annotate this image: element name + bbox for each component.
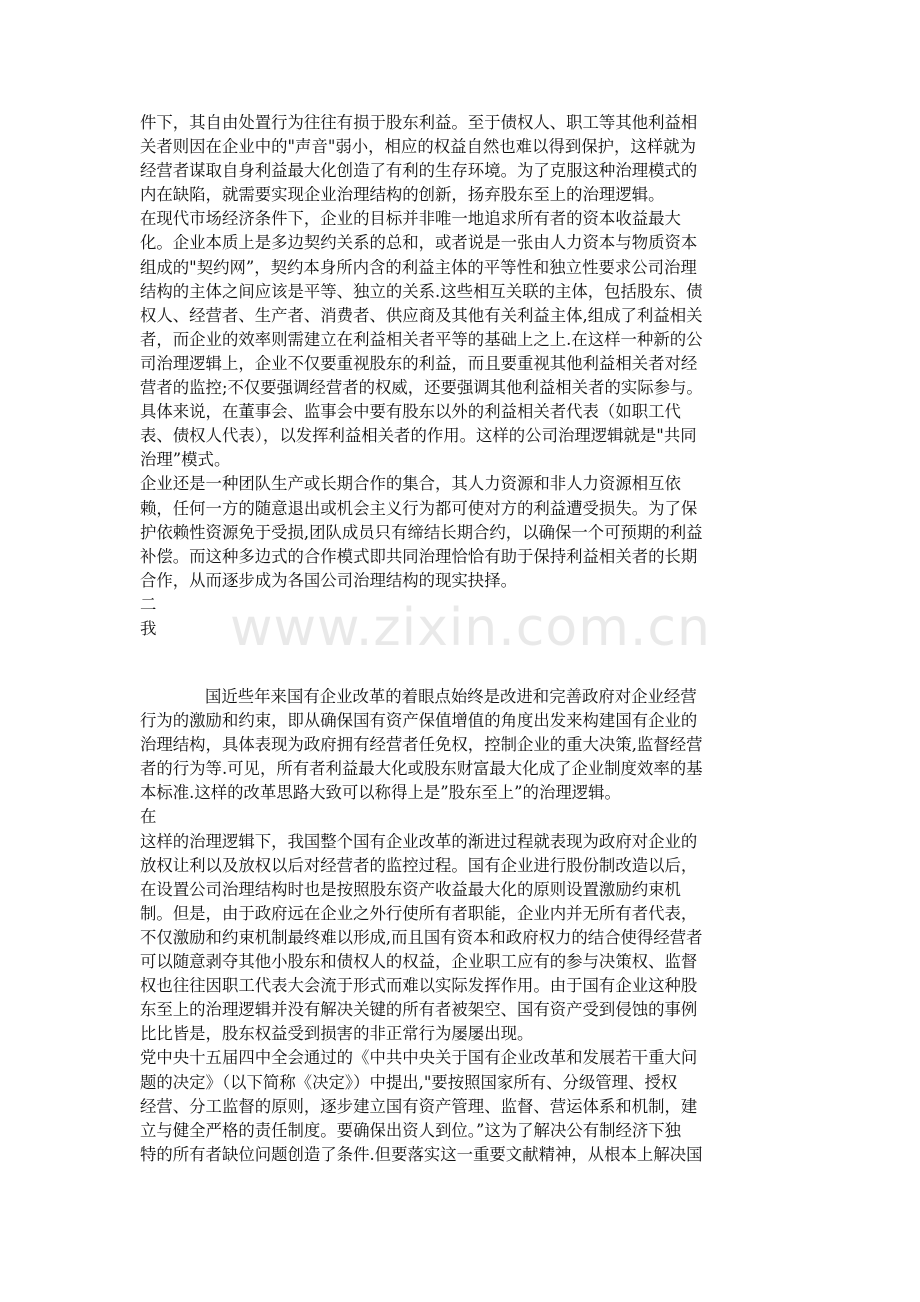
section-number: 二	[140, 594, 157, 614]
text-line: 制。但是，由于政府远在企业之外行使所有者职能，企业内并无所有者代表，	[140, 903, 698, 923]
text-line: 可以随意剥夺其他小股东和债权人的权益，企业职工应有的参与决策权、监督	[140, 952, 698, 972]
text-line: 在现代市场经济条件下，企业的目标并非唯一地追求所有者的资本收益最大	[140, 209, 681, 229]
text-line: 营者的监控;不仅要强调经营者的权威，还要强调其他利益相关者的实际参与。	[140, 378, 703, 398]
text-line: 企业还是一种团队生产或长期合作的集合，其人力资源和非人力资源相互依	[140, 474, 681, 494]
text-line: 题的决定》（以下简称《决定》）中提出,"要按照国家所有、分级管理、授权	[140, 1072, 678, 1092]
text-line: 在设置公司治理结构时也是按照股东资产收益最大化的原则设置激励约束机	[140, 879, 681, 899]
text-line: 立与健全严格的责任制度。要确保出资人到位。”这为了解决公有制经济下独	[140, 1120, 682, 1140]
text-line: 东至上的治理逻辑并没有解决关键的所有者被架空、国有资产受到侵蚀的事例	[140, 1000, 698, 1020]
document-body-bottom	[140, 685, 780, 1167]
text-line: 经营者谋取自身利益最大化创造了有利的生存环境。为了克服这种治理模式的	[140, 161, 698, 181]
text-line: 权也往往因职工代表大会流于形式而难以实际发挥作用。由于国有企业这种股	[140, 976, 698, 996]
text-line: 这样的治理逻辑下，我国整个国有企业改革的渐进过程就表现为政府对企业的	[140, 831, 698, 851]
text-line: 者，而企业的效率则需建立在利益相关者平等的基础上之上.在这样一种新的公	[140, 329, 703, 349]
text-line: 在	[140, 807, 157, 827]
text-line: 内在缺陷，就需要实现企业治理结构的创新，扬弃股东至上的治理逻辑。	[140, 185, 665, 205]
text-line: 本标准.这样的改革思路大致可以称得上是”股东至上”的治理逻辑。	[140, 783, 621, 803]
text-line: 合作，从而逐步成为各国公司治理结构的现实抉择。	[140, 570, 517, 590]
text-line: 党中央十五届四中全会通过的《中共中央关于国有企业改革和发展若干重大问	[140, 1048, 698, 1068]
text-line: 放权让利以及放权以后对经营者的监控过程。国有企业进行股份制改造以后，	[140, 855, 698, 875]
text-line: 我	[140, 618, 157, 638]
text-line: 者的行为等.可见，所有者利益最大化或股东财富最大化成了企业制度效率的基	[140, 759, 703, 779]
text-line: 行为的激励和约束，即从确保国有资产保值增值的角度出发来构建国有企业的	[140, 711, 698, 731]
text-line: 表、债权人代表），以发挥利益相关者的作用。这样的公司治理逻辑就是"共同	[140, 426, 697, 446]
text-line: 比比皆是，股东权益受到损害的非正常行为屡屡出现。	[140, 1024, 534, 1044]
text-line: 化。企业本质上是多边契约关系的总和，或者说是一张由人力资本与物质资本	[140, 233, 698, 253]
text-line: 治理”模式。	[140, 450, 231, 470]
text-line: 结构的主体之间应该是平等、独立的关系.这些相互关联的主体，包括股东、债	[140, 281, 703, 301]
text-line: 赖，任何一方的随意退出或机会主义行为都可使对方的利益遭受损失。为了保	[140, 498, 698, 518]
text-line: 权人、经营者、生产者、消费者、供应商及其他有关利益主体,组成了利益相关	[140, 305, 703, 325]
text-line: 不仅激励和约束机制最终难以形成,而且国有资本和政府权力的结合使得经营者	[140, 927, 703, 947]
text-line: 治理结构，具体表现为政府拥有经营者任免权，控制企业的重大决策,监督经营	[140, 735, 703, 755]
text-line: 补偿。而这种多边式的合作模式即共同治理恰恰有助于保持利益相关者的长期	[140, 546, 698, 566]
text-line: 具体来说，在董事会、监事会中要有股东以外的利益相关者代表（如职工代	[140, 402, 681, 422]
text-line: 组成的"契约网”，契约本身所内含的利益主体的平等性和独立性要求公司治理	[140, 257, 697, 277]
text-line: 经营、分工监督的原则，逐步建立国有资产管理、监督、营运体系和机制，建	[140, 1096, 698, 1116]
text-line: 件下，其自由处置行为往往有损于股东利益。至于债权人、职工等其他利益相	[140, 113, 698, 132]
text-line: 关者则因在企业中的"声音"弱小，相应的权益自然也难以得到保护，这样就为	[140, 137, 696, 157]
text-line: 护依赖性资源免于受损,团队成员只有缔结长期合约，以确保一个可预期的利益	[140, 522, 703, 542]
text-line: 国近些年来国有企业改革的着眼点始终是改进和完善政府对企业经营	[205, 687, 697, 706]
document-body-top	[140, 111, 780, 641]
text-line: 司治理逻辑上，企业不仅要重视股东的利益，而且要重视其他利益相关者对经	[140, 353, 698, 373]
watermark: www.zixin.com.cn	[230, 598, 711, 658]
text-line: 特的所有者缺位问题创造了条件.但要落实这一重要文献精神，从根本上解决国	[140, 1144, 703, 1164]
